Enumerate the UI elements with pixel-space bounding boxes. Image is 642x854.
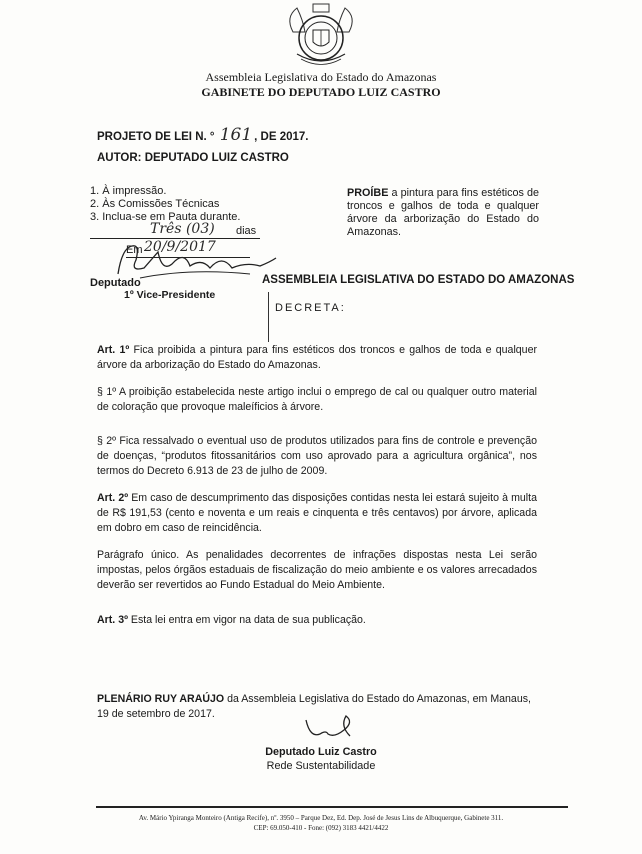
plenary-text: da Assembleia Legislativa do Estado do Amazonas, em Manaus, 19 de setembro de 2017. [97, 693, 531, 720]
article-3-text: Esta lei entra em vigor na data de sua publicação. [127, 614, 366, 626]
paragraph-1: § 1º A proibição estabelecida neste artigo inclui o emprego de cal ou qualquer outro material de coloração que provoque maleíficios à árvore. [97, 386, 537, 413]
article-3-label: Art. 3º [97, 614, 128, 626]
footer-rule [96, 806, 568, 808]
plenary-name: PLENÁRIO RUY ARAÚJO [97, 693, 225, 705]
dispatch-item-1: 1. À impressão. [90, 185, 167, 197]
handwritten-date: 20/9/2017 [144, 239, 216, 255]
coat-of-arms-seal [283, 2, 359, 68]
project-suffix: , DE 2017. [254, 131, 309, 143]
article-2-text: Em caso de descumprimento das disposições contidas nesta lei estará sujeito à multa de R$ 191,53 (cento e noventa e um reais e cinquenta e três centavos) por árvore, aplicada em dobro em caso de reincidência. [97, 492, 537, 534]
signer-title: Deputado [90, 277, 141, 289]
article-1 [97, 343, 537, 373]
signer-party: Rede Sustentabilidade [266, 760, 376, 772]
signer-name: Deputado Luiz Castro [265, 746, 377, 758]
days-label: dias [236, 225, 257, 237]
ementa-text: a pintura para fins estéticos de troncos e galhos de toda e qualquer árvore da arborização do Estado do Amazonas. [347, 187, 539, 238]
article-2 [97, 491, 537, 536]
assembly-line: ASSEMBLEIA LEGISLATIVA DO ESTADO DO AMAZONAS [262, 274, 575, 286]
handwritten-days: Três (03) [150, 221, 215, 237]
author-line: AUTOR: DEPUTADO LUIZ CASTRO [97, 152, 289, 164]
ementa-summary [347, 187, 539, 239]
author-signature [300, 712, 360, 744]
dispatch-item-2: 2. Às Comissões Técnicas [90, 198, 220, 210]
footer-address: Av. Mário Ypiranga Monteiro (Antiga Recife), nº. 3950 – Parque Dez, Ed. Dep. José de Jesus Lins de Albuquerque, Gabinete 311. [138, 814, 504, 822]
paragraph-2: § 2º Fica ressalvado o eventual uso de produtos utilizados para fins de controle e prevenção de doenças, “produtos fitossanitários com uso aprovado para a agricultura orgânica”, nos termos do Decreto 6.913 de 23 de julho de 2009. [97, 435, 537, 477]
assembly-heading: Assembleia Legislativa do Estado do Amazonas [205, 70, 437, 84]
office-heading: GABINETE DO DEPUTADO LUIZ CASTRO [201, 85, 441, 99]
signer-role: 1º Vice-Presidente [124, 289, 216, 301]
dispatch-item-3: 3. Inclua-se em Pauta durante. [90, 211, 241, 223]
em-label: Em [126, 244, 143, 256]
project-number-line [97, 125, 309, 145]
article-1-text: Fica proibida a pintura para fins estéticos dos troncos e galhos de toda e qualquer árvore da arborização do Estado do Amazonas. [97, 344, 537, 371]
decreta-rule [268, 292, 269, 342]
footer-contact: CEP: 69.050-410 - Fone: (092) 3183 4421/4422 [253, 824, 389, 832]
ementa-lead: PROÍBE [347, 187, 389, 199]
handwritten-signature [110, 238, 280, 280]
decreta-heading: DECRETA: [275, 302, 346, 314]
article-3 [97, 613, 537, 628]
handwritten-project-number: 161 [219, 125, 253, 145]
single-paragraph: Parágrafo único. As penalidades decorrentes de infrações dispostas nesta Lei serão impostas, pelos órgãos estaduais de fiscalização do meio ambiente e os valores arrecadados deverão ser revertidos ao Fundo Estadual do Meio Ambiente. [97, 549, 537, 591]
article-1-label: Art. 1º [97, 344, 130, 356]
article-2-label: Art. 2º [97, 492, 129, 504]
project-prefix: PROJETO DE LEI N. ° [97, 131, 215, 143]
